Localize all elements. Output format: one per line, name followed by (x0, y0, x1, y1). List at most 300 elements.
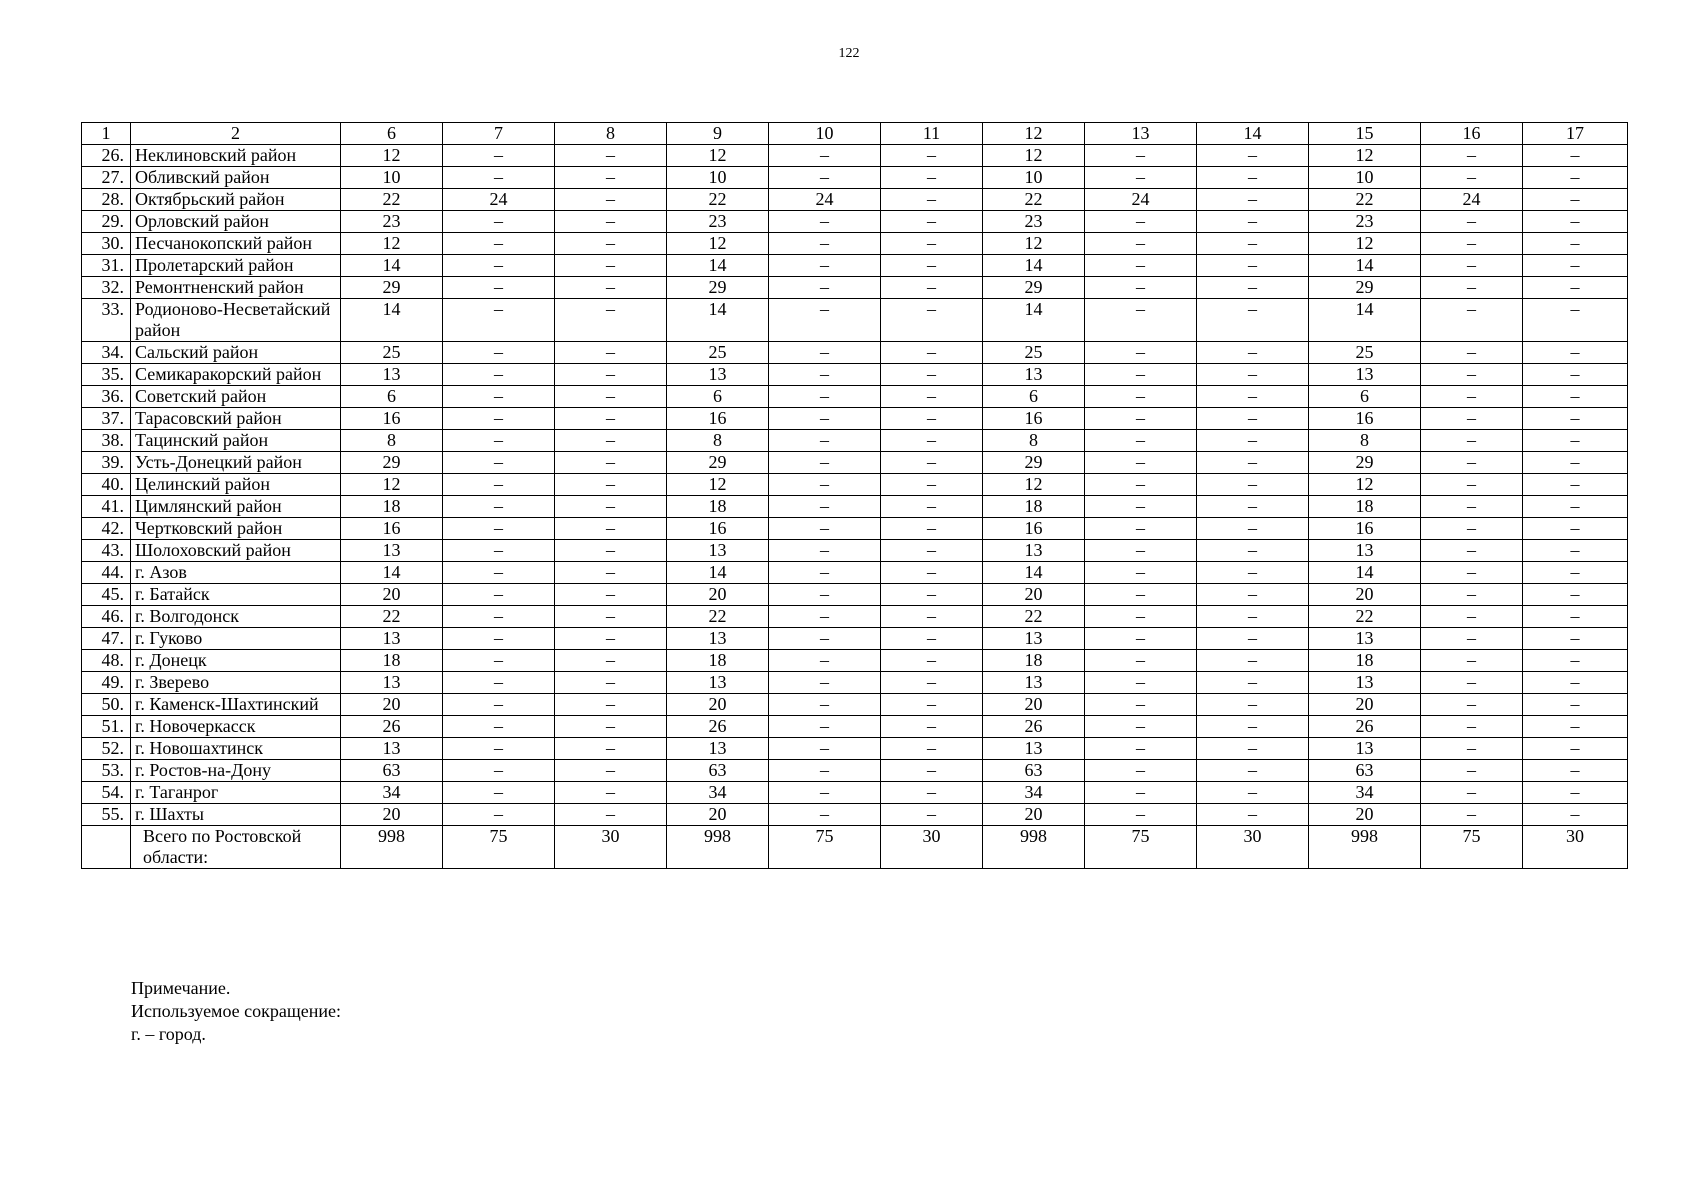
value-cell: – (881, 694, 983, 716)
value-cell: 24 (1421, 189, 1523, 211)
value-cell: – (1085, 299, 1197, 342)
value-cell: – (1085, 760, 1197, 782)
value-cell: – (1523, 364, 1628, 386)
value-cell: – (769, 474, 881, 496)
value-cell: 34 (341, 782, 443, 804)
value-cell: – (1523, 167, 1628, 189)
value-cell: – (1197, 167, 1309, 189)
value-cell: – (769, 562, 881, 584)
value-cell: – (443, 606, 555, 628)
value-cell: – (1085, 145, 1197, 167)
row-number-cell: 49. (82, 672, 131, 694)
value-cell: – (881, 386, 983, 408)
value-cell: – (1523, 782, 1628, 804)
value-cell: 34 (983, 782, 1085, 804)
header-cell: 11 (881, 123, 983, 145)
value-cell: 13 (667, 672, 769, 694)
value-cell: – (1421, 233, 1523, 255)
value-cell: – (881, 782, 983, 804)
value-cell: 22 (667, 606, 769, 628)
value-cell: – (1421, 540, 1523, 562)
table-row (82, 189, 1628, 211)
value-cell: – (769, 782, 881, 804)
value-cell: – (1085, 804, 1197, 826)
value-cell: 63 (1309, 760, 1421, 782)
value-cell: 29 (1309, 452, 1421, 474)
table-row (82, 738, 1628, 760)
value-cell: – (881, 408, 983, 430)
row-name-cell: Чертковский район (131, 518, 341, 540)
row-number-cell: 32. (82, 277, 131, 299)
table-row (82, 474, 1628, 496)
table-row (82, 145, 1628, 167)
value-cell: – (881, 738, 983, 760)
value-cell: – (555, 562, 667, 584)
value-cell: – (1085, 562, 1197, 584)
value-cell: 12 (1309, 145, 1421, 167)
value-cell: – (1197, 430, 1309, 452)
value-cell: 13 (341, 672, 443, 694)
value-cell: – (1421, 606, 1523, 628)
value-cell: 75 (769, 826, 881, 869)
value-cell: – (769, 342, 881, 364)
value-cell: 12 (1309, 233, 1421, 255)
value-cell: – (1197, 364, 1309, 386)
value-cell: – (881, 628, 983, 650)
row-name-cell: г. Таганрог (131, 782, 341, 804)
row-number-cell: 48. (82, 650, 131, 672)
header-cell: 8 (555, 123, 667, 145)
row-name-cell: г. Волгодонск (131, 606, 341, 628)
row-number-cell: 39. (82, 452, 131, 474)
header-cell: 1 (82, 123, 131, 145)
value-cell: – (881, 804, 983, 826)
row-name-cell: Октябрьский район (131, 189, 341, 211)
value-cell: – (1421, 430, 1523, 452)
value-cell: – (1197, 342, 1309, 364)
value-cell: – (1085, 628, 1197, 650)
value-cell: – (1197, 804, 1309, 826)
value-cell: 16 (667, 518, 769, 540)
value-cell: – (1197, 584, 1309, 606)
value-cell: – (769, 233, 881, 255)
header-cell: 12 (983, 123, 1085, 145)
table-row (82, 540, 1628, 562)
value-cell: – (769, 760, 881, 782)
header-cell: 17 (1523, 123, 1628, 145)
value-cell: 13 (1309, 672, 1421, 694)
row-name-cell: г. Новочеркасск (131, 716, 341, 738)
value-cell: 8 (341, 430, 443, 452)
value-cell: 16 (1309, 518, 1421, 540)
value-cell: – (881, 650, 983, 672)
row-number-cell: 33. (82, 299, 131, 342)
value-cell: – (881, 518, 983, 540)
row-number-cell: 36. (82, 386, 131, 408)
value-cell: – (769, 650, 881, 672)
value-cell: – (443, 518, 555, 540)
value-cell: 22 (667, 189, 769, 211)
value-cell: – (769, 518, 881, 540)
value-cell: – (1421, 408, 1523, 430)
value-cell: – (555, 364, 667, 386)
value-cell: – (1197, 255, 1309, 277)
value-cell: – (1523, 145, 1628, 167)
value-cell: 26 (667, 716, 769, 738)
value-cell: 18 (1309, 496, 1421, 518)
value-cell: – (1085, 364, 1197, 386)
table-row (82, 562, 1628, 584)
table-row (82, 342, 1628, 364)
value-cell: – (769, 452, 881, 474)
value-cell: 20 (667, 584, 769, 606)
value-cell: – (443, 299, 555, 342)
value-cell: 18 (341, 496, 443, 518)
value-cell: 29 (667, 452, 769, 474)
value-cell: – (1421, 299, 1523, 342)
value-cell: 18 (667, 650, 769, 672)
value-cell: – (555, 804, 667, 826)
value-cell: 12 (341, 145, 443, 167)
value-cell: – (1421, 760, 1523, 782)
value-cell: – (443, 496, 555, 518)
value-cell: – (443, 430, 555, 452)
row-number-cell (82, 826, 131, 869)
value-cell: – (1523, 408, 1628, 430)
value-cell: – (1197, 233, 1309, 255)
table-row (82, 277, 1628, 299)
table-row (82, 233, 1628, 255)
value-cell: – (555, 628, 667, 650)
value-cell: – (881, 760, 983, 782)
value-cell: – (1421, 496, 1523, 518)
table-body (82, 123, 1628, 869)
value-cell: – (1085, 233, 1197, 255)
value-cell: – (555, 782, 667, 804)
value-cell: 20 (983, 804, 1085, 826)
value-cell: 13 (983, 540, 1085, 562)
value-cell: 18 (667, 496, 769, 518)
value-cell: – (769, 145, 881, 167)
value-cell: – (1421, 672, 1523, 694)
value-cell: – (1197, 518, 1309, 540)
value-cell: – (881, 364, 983, 386)
table-row (82, 452, 1628, 474)
value-cell: – (769, 364, 881, 386)
row-number-cell: 43. (82, 540, 131, 562)
value-cell: – (769, 804, 881, 826)
value-cell: 29 (1309, 277, 1421, 299)
value-cell: 18 (983, 496, 1085, 518)
table-row (82, 496, 1628, 518)
value-cell: – (1421, 738, 1523, 760)
value-cell: – (443, 650, 555, 672)
value-cell: 6 (983, 386, 1085, 408)
row-name-cell: Родионово-Несветайский район (131, 299, 341, 342)
value-cell: 16 (667, 408, 769, 430)
value-cell: – (1523, 430, 1628, 452)
value-cell: 12 (983, 233, 1085, 255)
row-name-cell: Всего по Ростовской области: (131, 826, 341, 869)
value-cell: – (1197, 452, 1309, 474)
value-cell: – (881, 342, 983, 364)
value-cell: 20 (983, 584, 1085, 606)
value-cell: – (1085, 342, 1197, 364)
row-name-cell: Ремонтненский район (131, 277, 341, 299)
value-cell: 8 (983, 430, 1085, 452)
value-cell: – (1421, 386, 1523, 408)
value-cell: – (1523, 255, 1628, 277)
value-cell: 14 (1309, 299, 1421, 342)
value-cell: – (881, 562, 983, 584)
value-cell: – (555, 211, 667, 233)
value-cell: – (1197, 540, 1309, 562)
value-cell: 13 (667, 738, 769, 760)
value-cell: – (1523, 386, 1628, 408)
value-cell: 29 (983, 277, 1085, 299)
value-cell: – (1523, 211, 1628, 233)
value-cell: 22 (341, 189, 443, 211)
value-cell: – (881, 145, 983, 167)
header-cell: 9 (667, 123, 769, 145)
row-number-cell: 28. (82, 189, 131, 211)
value-cell: 12 (667, 145, 769, 167)
value-cell: 13 (1309, 364, 1421, 386)
value-cell: – (555, 145, 667, 167)
value-cell: – (1085, 540, 1197, 562)
row-number-cell: 46. (82, 606, 131, 628)
value-cell: – (443, 738, 555, 760)
total-row (82, 826, 1628, 869)
value-cell: 6 (1309, 386, 1421, 408)
row-name-cell: г. Каменск-Шахтинский (131, 694, 341, 716)
value-cell: 23 (667, 211, 769, 233)
value-cell: – (555, 167, 667, 189)
value-cell: 25 (341, 342, 443, 364)
value-cell: – (769, 694, 881, 716)
value-cell: – (1421, 255, 1523, 277)
value-cell: 20 (1309, 584, 1421, 606)
value-cell: 16 (983, 518, 1085, 540)
row-name-cell: г. Ростов-на-Дону (131, 760, 341, 782)
value-cell: 29 (667, 277, 769, 299)
value-cell: 75 (443, 826, 555, 869)
value-cell: – (1085, 518, 1197, 540)
value-cell: – (1197, 694, 1309, 716)
value-cell: – (1197, 496, 1309, 518)
value-cell: 24 (443, 189, 555, 211)
value-cell: 29 (983, 452, 1085, 474)
value-cell: – (555, 342, 667, 364)
table-row (82, 650, 1628, 672)
value-cell: 20 (341, 694, 443, 716)
table-row (82, 716, 1628, 738)
value-cell: 63 (983, 760, 1085, 782)
value-cell: – (769, 738, 881, 760)
value-cell: 13 (983, 738, 1085, 760)
value-cell: – (443, 255, 555, 277)
value-cell: – (443, 452, 555, 474)
value-cell: – (1523, 562, 1628, 584)
value-cell: – (555, 694, 667, 716)
value-cell: – (769, 255, 881, 277)
value-cell: – (1523, 518, 1628, 540)
value-cell: 13 (983, 364, 1085, 386)
value-cell: – (555, 233, 667, 255)
row-name-cell: Неклиновский район (131, 145, 341, 167)
row-number-cell: 47. (82, 628, 131, 650)
value-cell: 23 (983, 211, 1085, 233)
value-cell: – (555, 452, 667, 474)
value-cell: 18 (983, 650, 1085, 672)
value-cell: – (443, 760, 555, 782)
value-cell: – (1197, 299, 1309, 342)
value-cell: 26 (341, 716, 443, 738)
value-cell: – (1197, 277, 1309, 299)
value-cell: – (1085, 694, 1197, 716)
value-cell: 998 (983, 826, 1085, 869)
value-cell: – (1523, 452, 1628, 474)
value-cell: – (555, 716, 667, 738)
value-cell: – (1197, 408, 1309, 430)
row-number-cell: 42. (82, 518, 131, 540)
row-name-cell: Обливский район (131, 167, 341, 189)
value-cell: – (1085, 738, 1197, 760)
value-cell: 20 (341, 584, 443, 606)
value-cell: – (1085, 452, 1197, 474)
value-cell: – (881, 233, 983, 255)
value-cell: – (881, 606, 983, 628)
row-number-cell: 41. (82, 496, 131, 518)
value-cell: – (1523, 672, 1628, 694)
header-row (82, 123, 1628, 145)
value-cell: 75 (1421, 826, 1523, 869)
table-row (82, 694, 1628, 716)
value-cell: 12 (1309, 474, 1421, 496)
value-cell: – (1197, 606, 1309, 628)
page-number: 122 (838, 46, 860, 61)
value-cell: – (443, 211, 555, 233)
value-cell: – (555, 408, 667, 430)
row-name-cell: Семикаракорский район (131, 364, 341, 386)
value-cell: – (1085, 408, 1197, 430)
value-cell: – (1085, 474, 1197, 496)
value-cell: 23 (341, 211, 443, 233)
value-cell: – (1523, 584, 1628, 606)
value-cell: – (1421, 342, 1523, 364)
value-cell: 18 (1309, 650, 1421, 672)
value-cell: 10 (341, 167, 443, 189)
value-cell: – (1197, 145, 1309, 167)
value-cell: 14 (1309, 562, 1421, 584)
table-row (82, 430, 1628, 452)
value-cell: 10 (983, 167, 1085, 189)
value-cell: – (1421, 452, 1523, 474)
value-cell: – (1421, 694, 1523, 716)
value-cell: 14 (667, 562, 769, 584)
value-cell: – (769, 408, 881, 430)
value-cell: – (555, 496, 667, 518)
value-cell: 13 (1309, 738, 1421, 760)
value-cell: 25 (983, 342, 1085, 364)
note-line: г. – город. (131, 1024, 206, 1044)
value-cell: – (1523, 804, 1628, 826)
value-cell: – (1197, 672, 1309, 694)
value-cell: – (769, 430, 881, 452)
value-cell: – (555, 518, 667, 540)
row-number-cell: 34. (82, 342, 131, 364)
header-cell: 7 (443, 123, 555, 145)
value-cell: – (881, 255, 983, 277)
value-cell: 13 (667, 628, 769, 650)
value-cell: 10 (667, 167, 769, 189)
header-cell: 15 (1309, 123, 1421, 145)
row-name-cell: Орловский район (131, 211, 341, 233)
value-cell: – (769, 584, 881, 606)
value-cell: – (1085, 584, 1197, 606)
value-cell: 63 (341, 760, 443, 782)
value-cell: 22 (983, 189, 1085, 211)
value-cell: 998 (1309, 826, 1421, 869)
note-title: Примечание. (131, 978, 231, 998)
table-row (82, 386, 1628, 408)
value-cell: – (881, 540, 983, 562)
value-cell: – (1085, 606, 1197, 628)
data-table (81, 122, 1628, 869)
row-number-cell: 30. (82, 233, 131, 255)
value-cell: 13 (667, 364, 769, 386)
value-cell: – (555, 386, 667, 408)
value-cell: 13 (341, 364, 443, 386)
row-name-cell: Тацинский район (131, 430, 341, 452)
note-line: Используемое сокращение: (131, 1001, 341, 1021)
value-cell: 20 (341, 804, 443, 826)
value-cell: – (443, 562, 555, 584)
value-cell: 16 (983, 408, 1085, 430)
value-cell: 14 (983, 562, 1085, 584)
value-cell: – (1197, 760, 1309, 782)
table-row (82, 804, 1628, 826)
value-cell: – (443, 474, 555, 496)
value-cell: – (769, 540, 881, 562)
value-cell: – (1085, 672, 1197, 694)
value-cell: – (1523, 474, 1628, 496)
value-cell: – (443, 584, 555, 606)
value-cell: – (443, 540, 555, 562)
value-cell: 12 (983, 474, 1085, 496)
value-cell: – (443, 804, 555, 826)
value-cell: – (881, 672, 983, 694)
value-cell: 13 (983, 628, 1085, 650)
value-cell: – (1085, 782, 1197, 804)
value-cell: – (1421, 364, 1523, 386)
value-cell: – (1421, 804, 1523, 826)
value-cell: 29 (341, 277, 443, 299)
table-row (82, 606, 1628, 628)
value-cell: – (443, 672, 555, 694)
value-cell: 24 (1085, 189, 1197, 211)
value-cell: – (1085, 430, 1197, 452)
value-cell: 16 (1309, 408, 1421, 430)
value-cell: – (769, 672, 881, 694)
value-cell: – (1523, 233, 1628, 255)
value-cell: – (1085, 716, 1197, 738)
row-name-cell: г. Зверево (131, 672, 341, 694)
value-cell: – (881, 584, 983, 606)
value-cell: – (881, 211, 983, 233)
value-cell: 14 (667, 299, 769, 342)
value-cell: 30 (1197, 826, 1309, 869)
